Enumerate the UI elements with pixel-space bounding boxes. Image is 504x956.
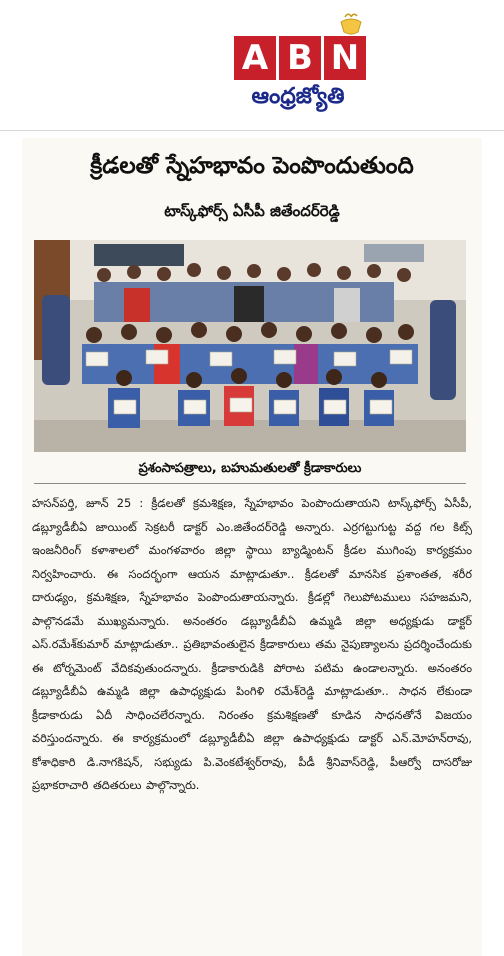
abn-andhrajyothy-logo [228,10,368,118]
group-photo-illustration [34,240,466,452]
article-photo [34,240,466,452]
logo-letter-b: B [279,36,321,80]
logo-subtitle: ఆంధ్రజ్యోతి [251,84,345,109]
tea-cup-logo-mark [336,10,366,36]
article-subhead: టాస్క్‌ఫోర్స్ ఏసీపీ జితేందర్‌రెడ్డి [164,202,340,220]
photo-caption: ప్రశంసాపత్రాలు, బహుమతులతో క్రీడాకారులు [138,461,362,476]
masthead-divider [0,130,504,131]
logo-letter-a: A [234,36,276,80]
masthead [0,0,504,130]
article-headline: క్రీడలతో స్నేహభావం పెంపొందుతుంది [90,153,414,179]
article-body: హసన్‌పర్తి, జూన్ 25 : క్రీడలతో క్రమశిక్షణ, స్నేహభావం పెంపొందుతాయని టాస్క్‌ఫోర్స్ ఏసీపీ, డబ్ల్యూడీబీఏ జాయింట్ సెక్రటరీ డాక్టర్ ఎం.జితేందర్‌రెడ్డి అన్నారు. ఎర్రగట్టుగుట్ట వద్ద గల కిట్స్ ఇంజనీరింగ్ కళాశాలలో మంగళవారం జిల్లా స్థాయి బ్యాడ్మింటన్ క్రీడల ముగింపు కార్యక్రమం నిర్వహించారు. ఈ సందర్భంగా ఆయన మాట్లాడుతూ.. క్రీడలతో మానసిక ప్రశాంతత, శరీర దారుఢ్యం, క్రమశిక్షణ, స్నేహభావం పెంపొందుతాయన్నారు. క్రీడల్లో గెలుపోటములు సహజమని, పాల్గొనడమే ముఖ్యమన్నారు. అనంతరం డబ్ల్యూడీబీఏ ఉమ్మడి జిల్లా అధ్యక్షుడు డాక్టర్ ఎస్.రమేశ్‌కుమార్ మాట్లాడుతూ.. ప్రతిభావంతులైన క్రీడాకారులు తమ నైపుణ్యాలను ప్రదర్శించేందుకు ఈ టోర్నమెంట్ వేదికవుతుందన్నారు. క్రీడాకారుడికి పోరాట పటిమ ఉండాలన్నారు. అనంతరం డబ్ల్యూడీబీఏ ఉమ్మడి జిల్లా ఉపాధ్యక్షుడు పింగిళి రమేశ్‌రెడ్డి మాట్లాడుతూ.. సాధన లేకుండా క్రీడాకారుడు ఏదీ సాధించలేరన్నారు. నిరంతం క్రమశిక్షణతో కూడిన సాధనతోనే విజయం వరిస్తుందన్నారు. ఈ కార్యక్రమంలో డబ్ల్యూడీబీఏ జిల్లా ఉపాధ్యక్షుడు డాక్టర్ ఎన్.మోహన్‌రావు, కోశాధికారి డి.నాగకిషన్, సభ్యుడు పి.వెంకటేశ్వర్‌రావు, పీడీ శ్రీనివాస్‌రెడ్డి, పీఆర్వో దాసరోజు ప్రభాకరాచారి తదితరులు పాల్గొన్నారు. [32,496,472,792]
logo-letter-n: N [324,36,366,80]
caption-rule [34,483,466,484]
news-clipping [22,138,482,956]
